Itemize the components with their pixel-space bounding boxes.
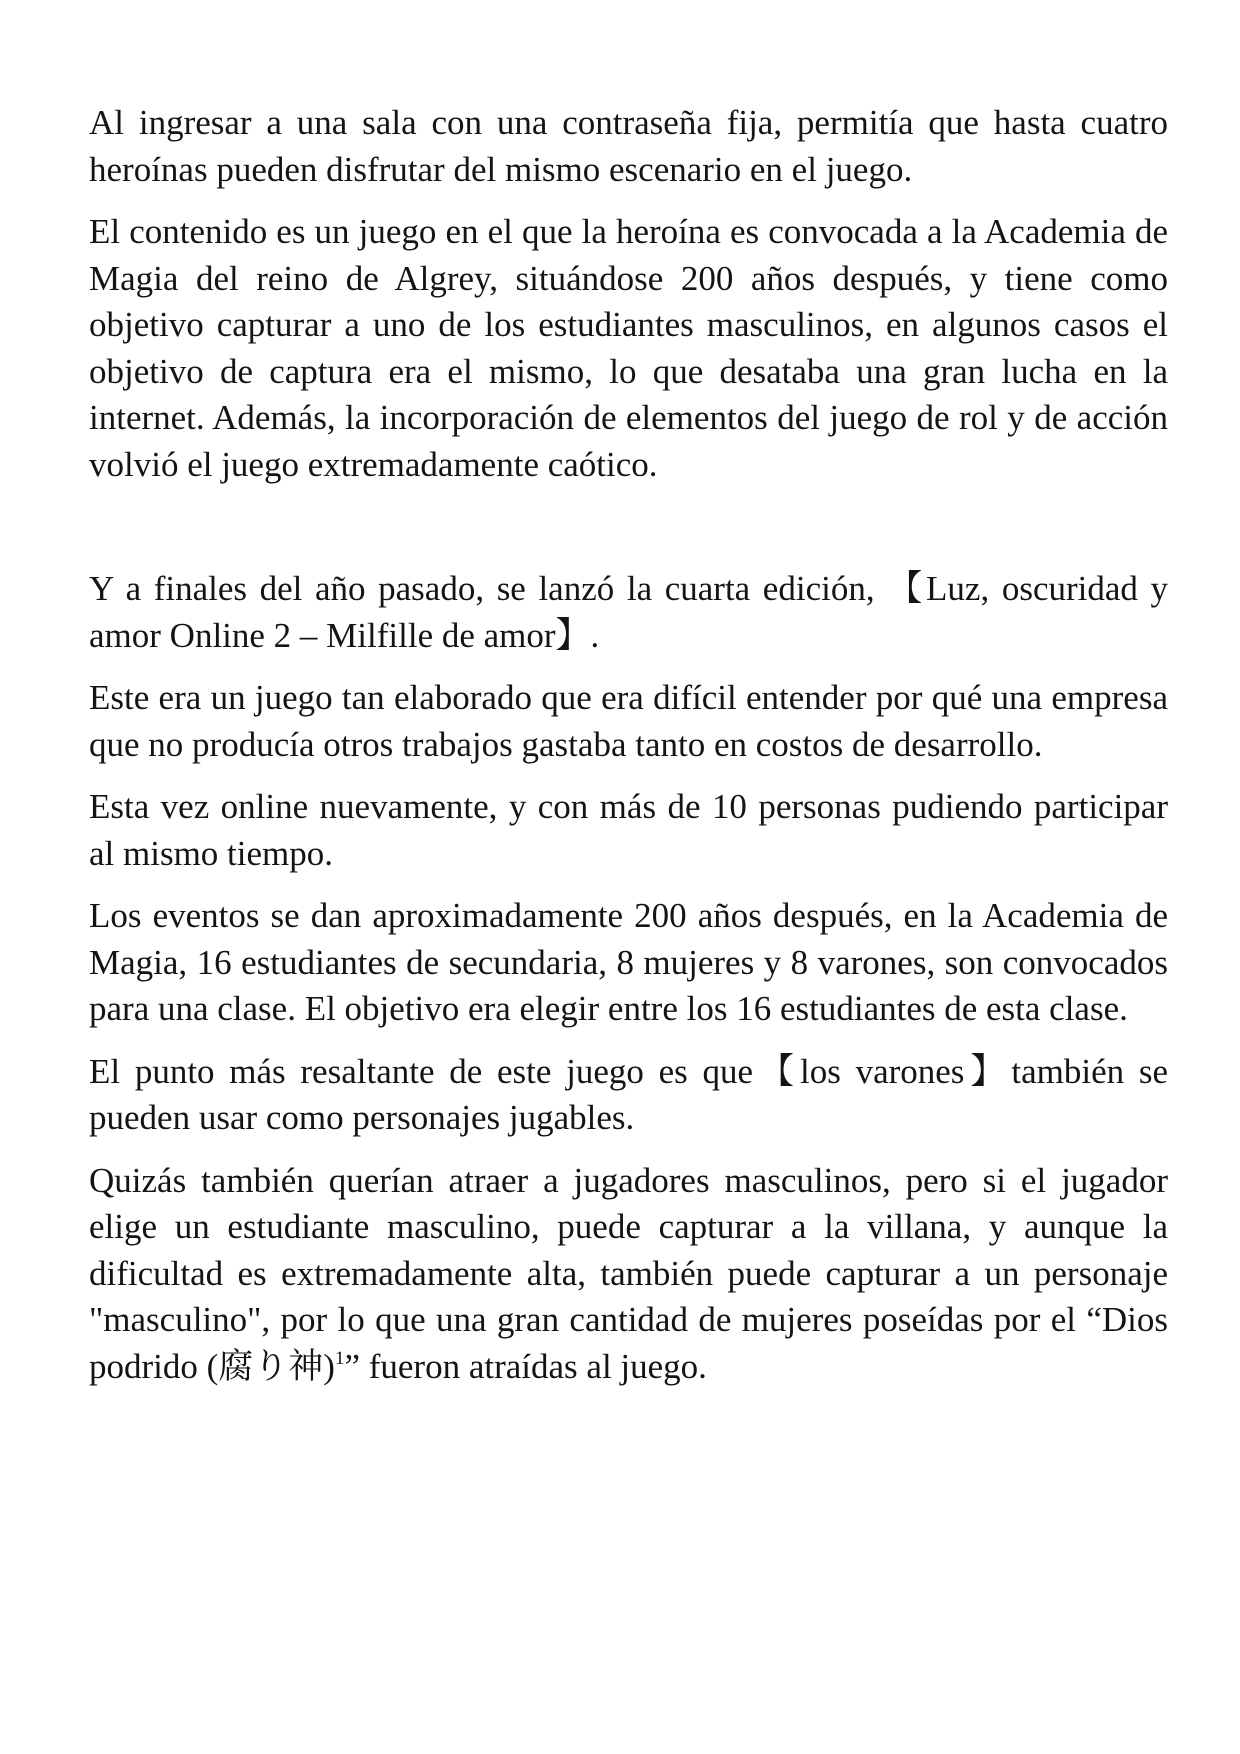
paragraph-text: Quizás también querían atraer a jugadores masculinos, pero si el jugador elige un estudiante masculino, puede capturar a la villana, y aunque la dificultad es extremadamente alta, también puede capturar a un personaje "masculino", por lo que una gran cantidad de mujeres poseídas por el “Dios podrido (腐り神): [89, 1160, 1168, 1386]
paragraph: Los eventos se dan aproximadamente 200 años después, en la Academia de Magia, 16 estudiantes de secundaria, 8 mujeres y 8 varones, son convocados para una clase. El objetivo era elegir entre los 16 estudiantes de esta clase.: [89, 896, 1168, 1028]
paragraph-text-end: ” fueron atraídas al juego.: [344, 1346, 707, 1386]
paragraph: El punto más resaltante de este juego es que【los varones】también se pueden usar como personajes jugables.: [89, 1051, 1168, 1137]
paragraph: Esta vez online nuevamente, y con más de 10 personas pudiendo participar al mismo tiempo.: [89, 787, 1168, 873]
document-page: [89, 100, 1168, 1406]
paragraph-with-footnote: [89, 1158, 1168, 1391]
paragraph: Al ingresar a una sala con una contraseña fija, permitía que hasta cuatro heroínas pueden disfrutar del mismo escenario en el juego.: [89, 103, 1168, 189]
paragraph: Y a finales del año pasado, se lanzó la cuarta edición, 【Luz, oscuridad y amor Online 2 – Milfille de amor】.: [89, 569, 1168, 655]
paragraph: Este era un juego tan elaborado que era difícil entender por qué una empresa que no producía otros trabajos gastaba tanto en costos de desarrollo.: [89, 678, 1168, 764]
footnote-mark[interactable]: 1: [334, 1347, 345, 1369]
paragraph: El contenido es un juego en el que la heroína es convocada a la Academia de Magia del reino de Algrey, situándose 200 años después, y tiene como objetivo capturar a uno de los estudiantes masculinos, en algunos casos el objetivo de captura era el mismo, lo que desataba una gran lucha en la internet. Además, la incorporación de elementos del juego de rol y de acción volvió el juego extremadamente caótico.: [89, 212, 1168, 484]
